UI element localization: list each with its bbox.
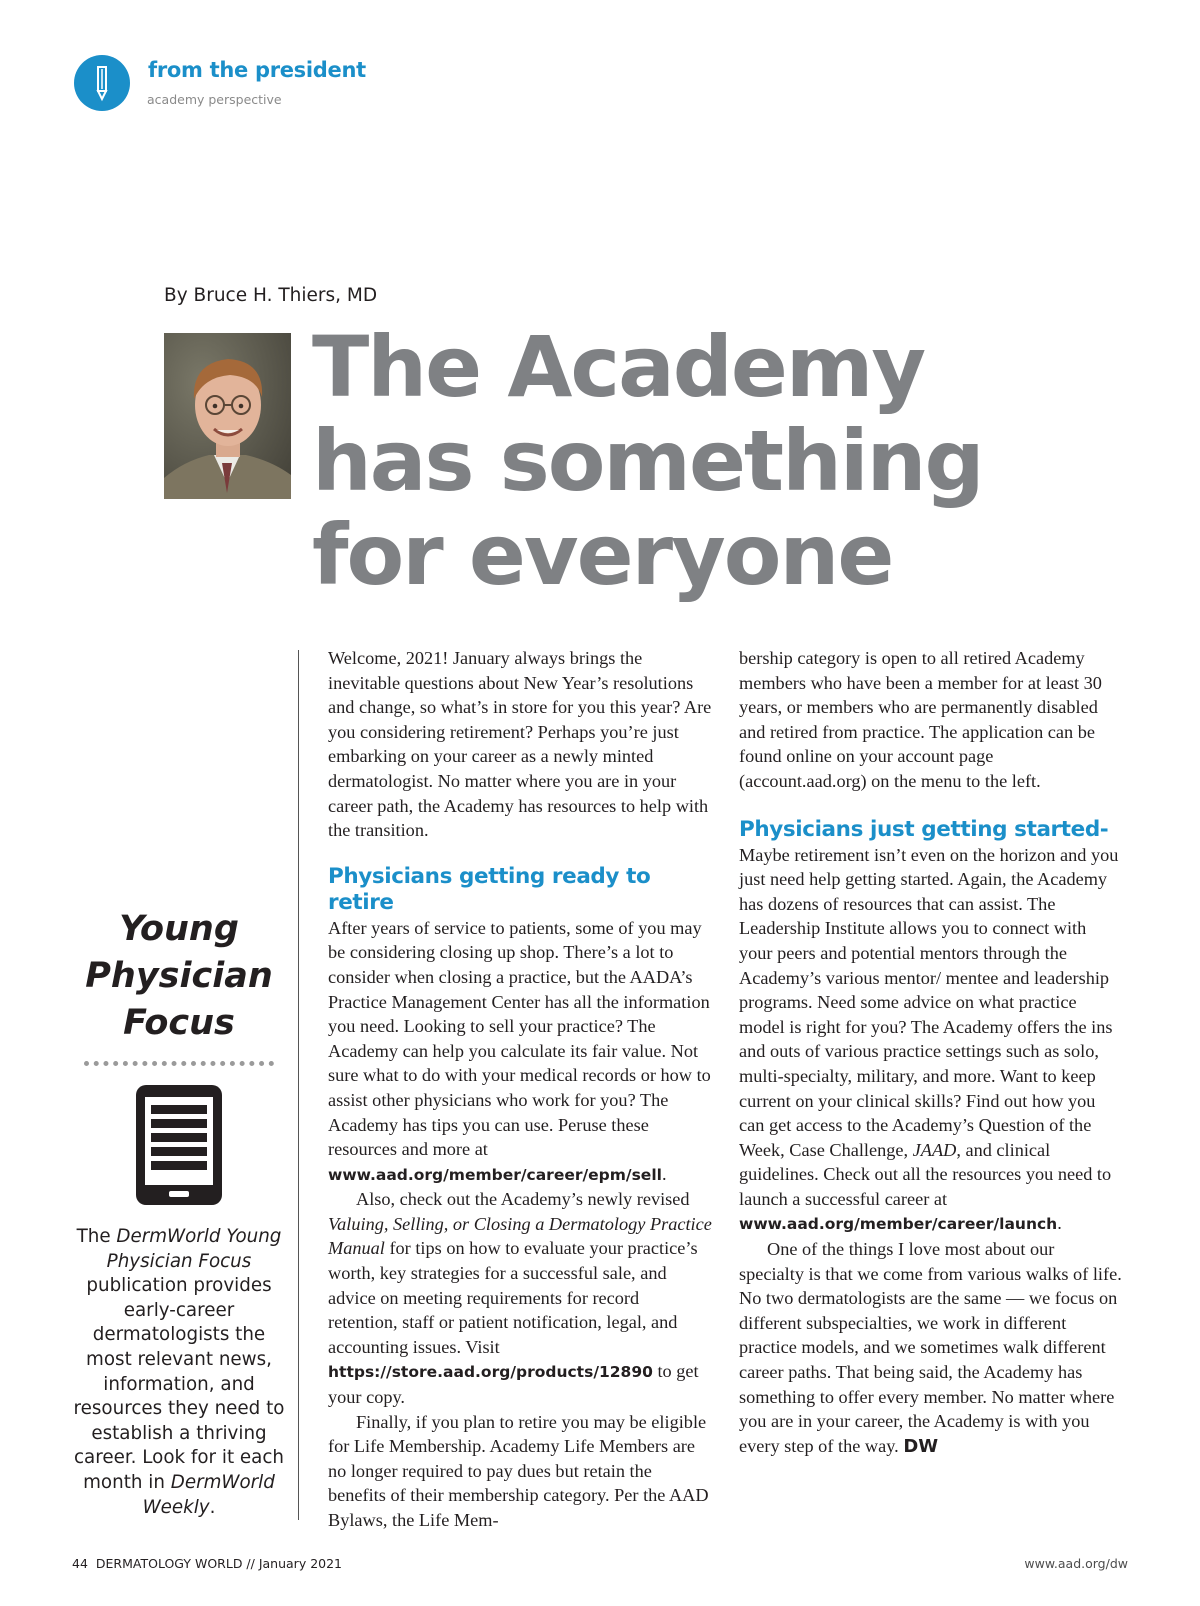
footer-folio	[72, 1556, 342, 1571]
launch-link[interactable]: www.aad.org/member/career/launch	[739, 1215, 1058, 1234]
young-physician-sidebar	[72, 906, 286, 1520]
body-paragraph: Maybe retirement isn’t even on the horizon and you just need help getting started. Again, the Academy has dozens of resources that can assist. The Leadership Institute allows you to connect with your peers and potential mentors through the Academy’s various mentor/ mentee and leadership programs. Need some advice on what practice model is right for you? The Academy offers the ins and outs of various practice settings such as solo, multi-specialty, military, and more. Want to keep current on your clinical skills? Find out how you can get access to the Academy’s Question of the Week, Case Challenge, JAAD, and clinical guidelines. Check out all the resources you need to launch a successful career at www.aad.org/member/career/launch.	[739, 844, 1119, 1234]
article-column-1	[328, 646, 712, 1533]
column-rule	[298, 650, 299, 1520]
intro-paragraph: Welcome, 2021! January always brings the inevitable questions about New Year’s resolutions and change, so what’s in store for you this year? Are you considering retirement? Perhaps you’re just embarking on your career as a newly minted dermatologist. No matter where you are in your career path, the Academy has resources to help with the transition.	[328, 648, 712, 841]
body-paragraph: Also, check out the Academy’s newly revised Valuing, Selling, or Closing a Dermatology Practice Manual for tips on how to evaluate your practice’s worth, key strategies for a successful sale, and advice on meeting requirements for record retention, staff or patient notification, legal, and accounting issues. Visit https://store.aad.org/products/12890 to get your copy.	[328, 1189, 712, 1408]
store-link[interactable]: https://store.aad.org/products/12890	[328, 1363, 653, 1382]
section-title: from the president	[148, 58, 366, 82]
headline-line: for everyone	[312, 506, 893, 604]
sell-link[interactable]: www.aad.org/member/career/epm/sell	[328, 1165, 662, 1184]
subheading-getting-started: Physicians just getting started-	[739, 816, 1109, 842]
page-number: 44	[72, 1556, 88, 1571]
headline-line: The Academy	[312, 318, 925, 416]
end-mark: DW	[903, 1435, 939, 1457]
headline	[312, 320, 983, 602]
tablet-icon	[134, 1083, 224, 1207]
dotted-divider	[84, 1061, 274, 1066]
article-column-2	[739, 646, 1123, 1459]
sidebar-title: Young Physician Focus	[85, 909, 273, 1043]
author-portrait	[164, 333, 291, 499]
body-paragraph: After years of service to patients, some of you may be considering closing up shop. There’s a lot to consider when closing a practice, but the AADA’s Practice Management Center has all the information you need. Looking to sell your practice? The Academy can help you calculate its fair value. Not sure what to do with your medical records or how to assist other physicians who work for you? The Academy has tips you can use. Peruse these resources and more at www.aad.org/member/career/epm/sell.	[328, 917, 711, 1184]
subheading-retire: Physicians getting ready to retire	[328, 863, 651, 915]
body-paragraph: One of the things I love most about our specialty is that we come from various walks of life. No two dermatologists are the same — we focus on different subspecialties, we work in different practice models, and we sometimes walk different career paths. That being said, the Academy has something to offer every member. No matter where you are in your career, the Academy is with you every step of the way. DW	[739, 1239, 1122, 1457]
body-paragraph: bership category is open to all retired Academy members who have been a member for at least 30 years, or members who are permanently disabled and retired from practice. The application can be found online on your account page (account.aad.org) on the menu to the left.	[739, 648, 1102, 791]
section-subtitle: academy perspective	[147, 92, 282, 107]
publication-name: DERMATOLOGY WORLD // January 2021	[95, 1556, 342, 1571]
footer-url[interactable]: www.aad.org/dw	[1024, 1556, 1128, 1571]
byline: By Bruce H. Thiers, MD	[164, 285, 378, 306]
body-paragraph: Finally, if you plan to retire you may be eligible for Life Membership. Academy Life Members are no longer required to pay dues but retain the benefits of their membership category. Per the AAD Bylaws, the Life Mem-	[328, 1411, 709, 1530]
pencil-icon	[74, 55, 130, 111]
section-badge	[74, 55, 130, 111]
sidebar-body: The DermWorld Young Physician Focus publication provides early-career dermatologists the most relevant news, information, and resources they need to establish a thriving career. Look for it each month in DermWorld Weekly.	[73, 1226, 285, 1518]
headline-line: has something	[312, 412, 983, 510]
